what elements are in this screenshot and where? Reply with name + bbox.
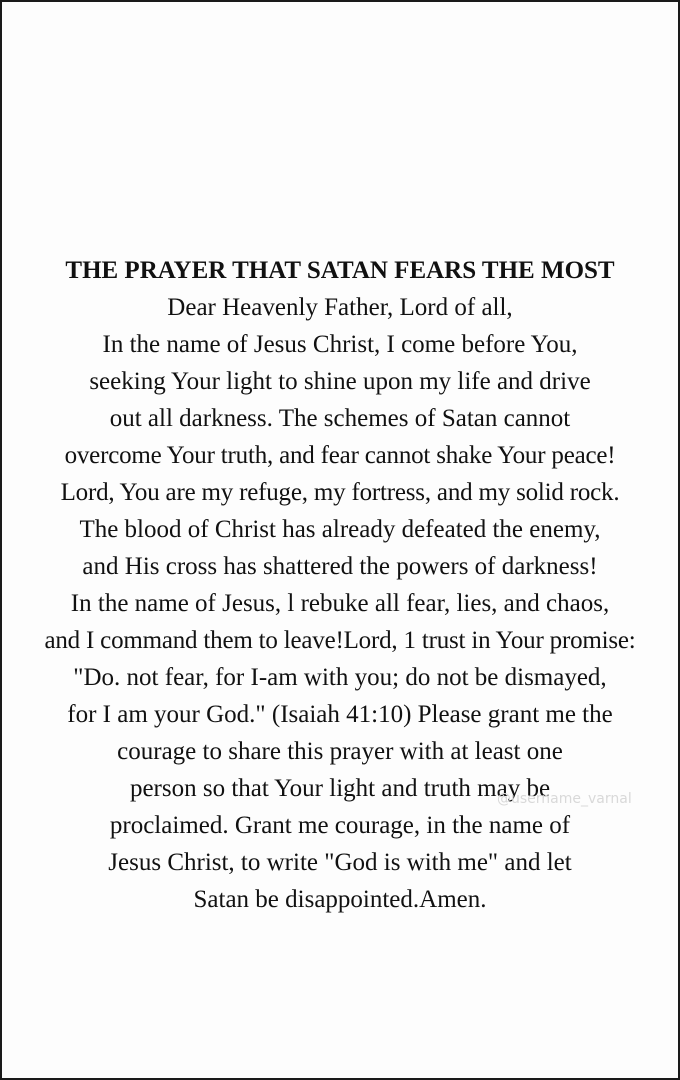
prayer-line: Dear Heavenly Father, Lord of all, (167, 294, 513, 321)
prayer-line: for I am your God." (Isaiah 41:10) Please grant me the (67, 701, 613, 728)
prayer-title: THE PRAYER THAT SATAN FEARS THE MOST (65, 257, 615, 284)
prayer-line: Satan be disappointed.Amen. (193, 886, 487, 913)
prayer-line: and I command them to leave!Lord, 1 trust in Your promise: (44, 627, 636, 654)
prayer-line: In the name of Jesus, l rebuke all fear, lies, and chaos, (70, 590, 610, 617)
prayer-line: Lord, You are my refuge, my fortress, and my solid rock. (60, 479, 620, 506)
username-watermark: @username_varnal (497, 791, 632, 807)
prayer-line: out all darkness. The schemes of Satan cannot (109, 405, 571, 432)
prayer-line: In the name of Jesus Christ, I come before You, (102, 331, 578, 358)
prayer-line: overcome Your truth, and fear cannot shake Your peace! (64, 442, 616, 469)
prayer-line: person so that Your light and truth may be (129, 775, 551, 802)
prayer-line: courage to share this prayer with at least one (117, 738, 563, 765)
prayer-text-block (0, 252, 680, 918)
prayer-line: The blood of Christ has already defeated the enemy, (79, 516, 601, 543)
prayer-line: proclaimed. Grant me courage, in the name of (109, 812, 571, 839)
prayer-line: Jesus Christ, to write "God is with me" and let (108, 849, 572, 876)
prayer-line: "Do. not fear, for I-am with you; do not be dismayed, (73, 664, 607, 691)
prayer-line: seeking Your light to shine upon my life and drive (89, 368, 591, 395)
prayer-line: and His cross has shattered the powers of darkness! (82, 553, 598, 580)
